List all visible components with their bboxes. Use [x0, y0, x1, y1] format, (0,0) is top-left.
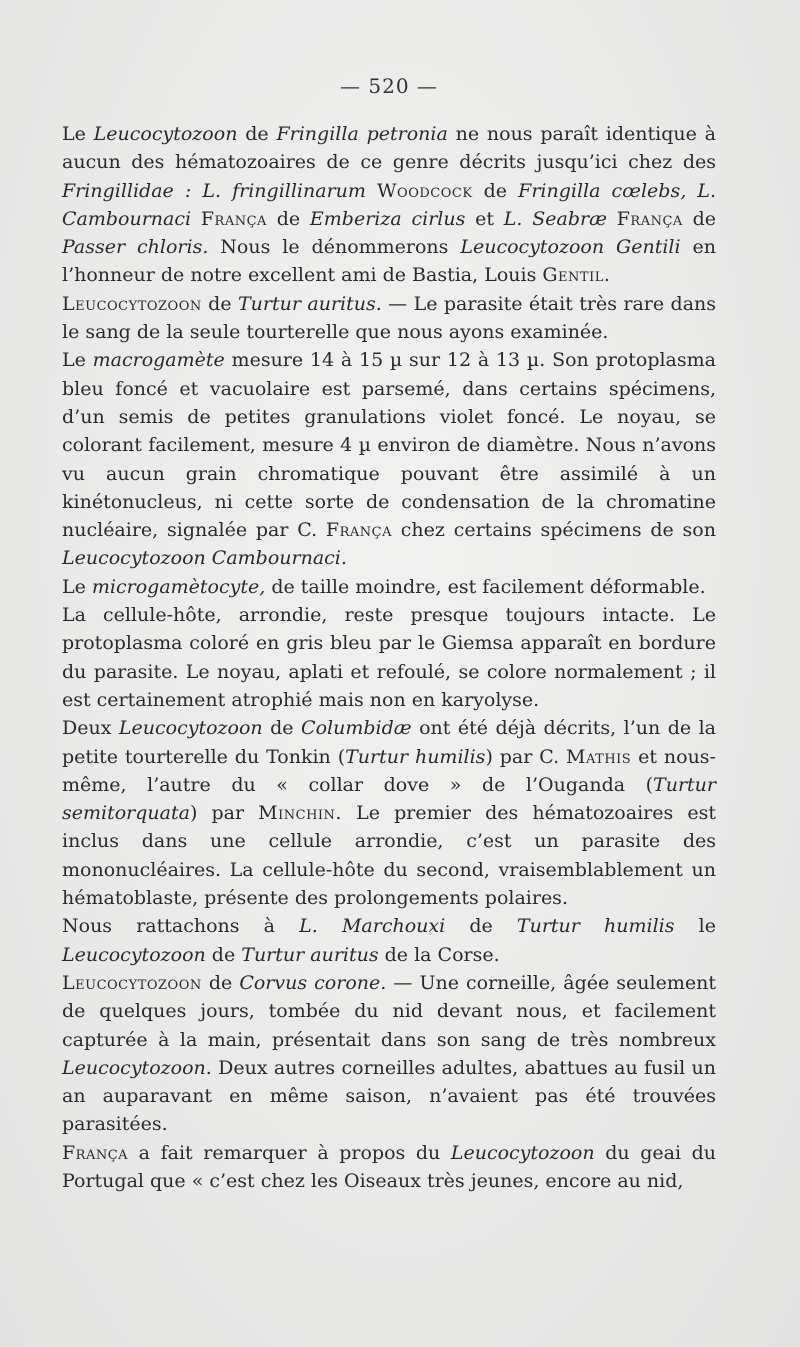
text-run: et nous-même, l’autre du « collar dove » de l’Ouganda (: [62, 745, 716, 796]
small-caps-name: Minchin.: [258, 802, 342, 825]
italic-term: Leucocytozoon.: [62, 1056, 212, 1079]
text-run: Nous le dénommerons: [208, 236, 461, 259]
paragraph: [62, 601, 716, 714]
text-run: de: [445, 915, 517, 938]
text-run: de la Corse.: [378, 943, 500, 966]
italic-term: Turtur semitorquata: [62, 773, 716, 825]
body-text: [62, 120, 716, 1195]
italic-term: macrogamète: [92, 349, 225, 372]
italic-term: Passer chloris.: [62, 236, 209, 259]
italic-term: Turtur auritus.: [238, 292, 382, 315]
small-caps-name: Leucocytozoon: [62, 971, 202, 994]
italic-term: Corvus corone.: [239, 971, 387, 994]
text-run: de: [201, 971, 240, 994]
text-run: du geai du Portugal que « c’est chez les Oiseaux très jeunes, encore au nid,: [62, 1141, 717, 1192]
italic-term: Emberiza cirlus: [309, 207, 466, 230]
text-run: Deux: [62, 717, 119, 740]
small-caps-name: Gentil.: [542, 264, 611, 287]
text-run: en l’honneur de notre excellent ami de Bastia, Louis: [62, 236, 716, 287]
text-run: de taille moindre, est facilement déformable.: [265, 575, 706, 598]
italic-term: microgamètocyte,: [91, 575, 266, 598]
text-run: [191, 208, 201, 230]
paragraph: [62, 290, 716, 347]
text-run: Le premier des hématozoaires est inclus dans une cellule arrondie, c’est un parasite des mononucléaires. La cellule-hôte du second, vraisemblablement un hématoblaste, présente des prolongements polaires.: [62, 802, 716, 910]
small-caps-name: Leucocytozoon: [62, 292, 202, 315]
italic-term: Leucocytozoon: [450, 1141, 595, 1164]
text-run: de: [201, 292, 238, 315]
text-run: [607, 208, 617, 230]
italic-term: Fringilla petronia: [276, 123, 448, 145]
text-run: Nous rattachons à: [62, 915, 300, 938]
italic-term: Leucocytozoon: [93, 123, 238, 145]
text-run: de: [472, 179, 519, 202]
text-run: de: [237, 123, 277, 145]
text-run: Deux autres corneilles adultes, abattues au fusil un an auparavant en même saison, n’avaient pas été trouvées parasitées.: [62, 1056, 716, 1136]
italic-term: Columbidæ: [301, 717, 412, 740]
text-run: mesure 14 à 15 µ sur 12 à 13 µ. Son protoplasma bleu foncé et vacuolaire est parsemé, dans certains spécimens, d’un semis de petites granulations violet foncé. Le noyau, se colorant facilement, mesure 4 µ environ de diamètre. Nous n’avons vu aucun grain chromatique pouvant être assimilé à un kinétonucleus, ni cette sorte de condensation de la chromatine nucléaire, signalée par C.: [62, 349, 716, 542]
text-run: de: [205, 943, 242, 966]
small-caps-name: França: [62, 1141, 129, 1164]
italic-term: Turtur humilis: [516, 915, 675, 938]
paragraph: [62, 120, 716, 290]
text-run: La cellule-hôte, arrondie, reste presque toujours intacte. Le protoplasma coloré en gris bleu par le Giemsa apparaît en bordure du parasite. Le noyau, aplati et refoulé, se colore normalement ; il est certainement atrophié mais non en karyolyse.: [62, 604, 716, 711]
text-run: de: [266, 207, 310, 230]
italic-term: Fringillidae : L. fringillinarum: [62, 179, 366, 202]
small-caps-name: França: [200, 207, 267, 230]
paragraph: [62, 346, 716, 572]
text-run: — Le parasite était très rare dans le sang de la seule tourterelle que nous ayons examinée.: [62, 292, 717, 344]
text-run: ont été déjà décrits, l’un de la petite tourterelle du Tonkin (: [62, 717, 716, 768]
text-run: ) par: [189, 802, 259, 825]
text-run: Le: [62, 123, 94, 145]
text-run: Le: [62, 349, 93, 372]
italic-term: Turtur auritus: [241, 943, 379, 966]
italic-term: Turtur humilis: [345, 745, 486, 768]
text-run: — Une corneille, âgée seulement de quelques jours, tombée du nid devant nous, et facilement capturée à la main, présentait dans son sang de très nombreux: [62, 971, 716, 1051]
small-caps-name: França: [325, 519, 392, 542]
text-run: a fait remarquer à propos du: [128, 1141, 451, 1164]
text-run: le: [674, 915, 716, 938]
small-caps-name: França: [616, 207, 683, 230]
small-caps-name: Woodcock: [377, 179, 473, 202]
text-run: ne nous paraît identique à aucun des hématozoaires de ce genre décrits jusqu’ici chez des: [62, 123, 716, 174]
text-run: [366, 180, 377, 202]
paragraph: [62, 969, 716, 1139]
italic-term: Leucocytozoon Gentili: [460, 236, 681, 259]
paragraph: [62, 1139, 716, 1196]
italic-term: L. Seabræ: [503, 207, 607, 230]
paragraph: [62, 573, 716, 601]
text-run: Le: [62, 575, 92, 598]
text-run: et: [465, 207, 504, 230]
small-caps-name: Mathis: [566, 745, 632, 768]
italic-term: Leucocytozoon Cambournaci.: [62, 547, 347, 570]
text-run: de: [262, 717, 302, 740]
text-run: ) par C.: [485, 745, 567, 768]
text-run: de: [682, 207, 716, 230]
italic-term: L. Marchouxi: [299, 915, 446, 938]
paragraph: [62, 714, 716, 912]
italic-term: Leucocytozoon: [62, 943, 206, 966]
italic-term: Fringilla cœlebs, L. Cambournaci: [62, 179, 716, 230]
text-run: chez certains spécimens de son: [392, 519, 716, 542]
page-number: — 520 —: [340, 74, 438, 98]
paragraph: [62, 912, 716, 969]
italic-term: Leucocytozoon: [118, 717, 263, 740]
